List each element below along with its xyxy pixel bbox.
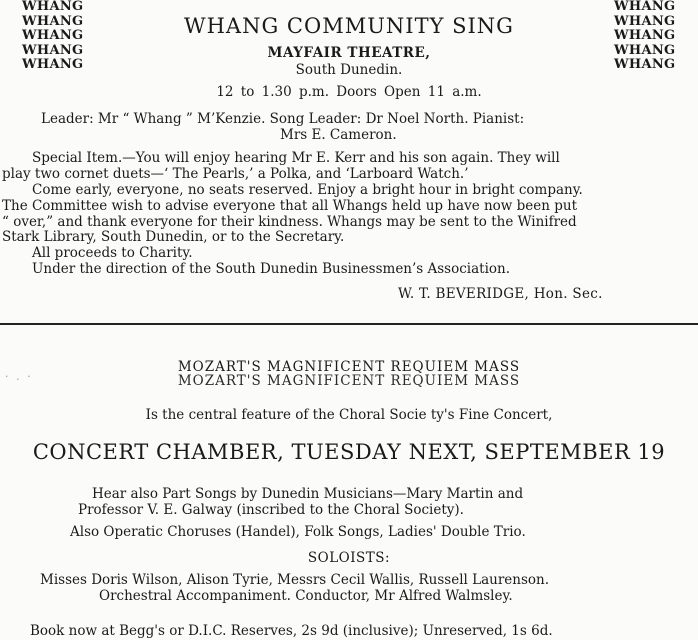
section-divider — [0, 323, 698, 325]
sing-venue: MAYFAIR THEATRE, — [267, 45, 431, 61]
sing-proceeds: All proceeds to Charity. — [32, 245, 193, 261]
sing-special-item-cont: play two cornet duets—‘ The Pearls,’ a Polka, and ‘Larboard Watch.’ — [2, 166, 469, 182]
concert-part-songs: Hear also Part Songs by Dunedin Musicians—Mary Martin and — [92, 486, 524, 502]
concert-operatic: Also Operatic Choruses (Handel), Folk Songs, Ladies' Double Trio. — [70, 524, 526, 540]
requiem-heading-echo: MOZART'S MAGNIFICENT REQUIEM MASS — [177, 373, 521, 389]
whang-word: WHANG — [22, 42, 84, 58]
sing-committee-notice: The Committee wish to advise everyone that all Whangs held up have now been put — [2, 198, 578, 214]
sing-committee-notice-cont: “ over,” and thank everyone for their kindness. Whangs may be sent to the Winifred — [2, 214, 577, 230]
whang-word: WHANG — [614, 42, 676, 58]
whang-word: WHANG — [22, 13, 84, 29]
whang-word: WHANG — [22, 0, 84, 14]
concert-part-songs-cont: Professor V. E. Galway (inscribed to the Choral Society). — [78, 502, 464, 518]
sing-suburb: South Dunedin. — [295, 62, 403, 78]
sing-times: 12 to 1.30 p.m. Doors Open 11 a.m. — [216, 84, 482, 100]
sing-leaders-line: Leader: Mr “ Whang ” M’Kenzie. Song Leader: Dr Noel North. Pianist: — [41, 111, 525, 127]
concert-venue-date: CONCERT CHAMBER, TUESDAY NEXT, SEPTEMBER 19 — [32, 440, 666, 464]
whang-word: WHANG — [614, 0, 676, 14]
sing-title: WHANG COMMUNITY SING — [184, 14, 514, 38]
requiem-heading: MOZART'S MAGNIFICENT REQUIEM MASS — [177, 359, 521, 375]
sing-come-early: Come early, everyone, no seats reserved. Enjoy a bright hour in bright company. — [32, 182, 583, 198]
sing-committee-notice-end: Stark Library, South Dunedin, or to the Secretary. — [2, 229, 345, 245]
sing-special-item: Special Item.—You will enjoy hearing Mr E. Kerr and his son again. They will — [32, 150, 560, 166]
sing-pianist-line: Mrs E. Cameron. — [280, 127, 397, 143]
orchestra-conductor: Orchestral Accompaniment. Conductor, Mr Alfred Walmsley. — [99, 588, 513, 604]
booking-info: Book now at Begg's or D.I.C. Reserves, 2s 9d (inclusive); Unreserved, 1s 6d. — [30, 623, 553, 639]
sing-direction: Under the direction of the South Dunedin Businessmen’s Association. — [32, 261, 511, 277]
whang-word: WHANG — [614, 28, 676, 43]
whang-word: WHANG — [614, 13, 676, 29]
whang-word: WHANG — [22, 28, 84, 43]
soloists-list: Misses Doris Wilson, Alison Tyrie, Messrs Cecil Wallis, Russell Laurenson. — [40, 572, 550, 588]
soloists-heading: SOLOISTS: — [307, 550, 391, 566]
concert-central-feature: Is the central feature of the Choral Socie ty's Fine Concert, — [145, 407, 553, 423]
whang-word: WHANG — [22, 57, 84, 72]
whang-word: WHANG — [614, 57, 676, 72]
print-smudge: · ․ · — [5, 370, 33, 383]
sing-signature: W. T. BEVERIDGE, Hon. Sec. — [398, 286, 603, 302]
